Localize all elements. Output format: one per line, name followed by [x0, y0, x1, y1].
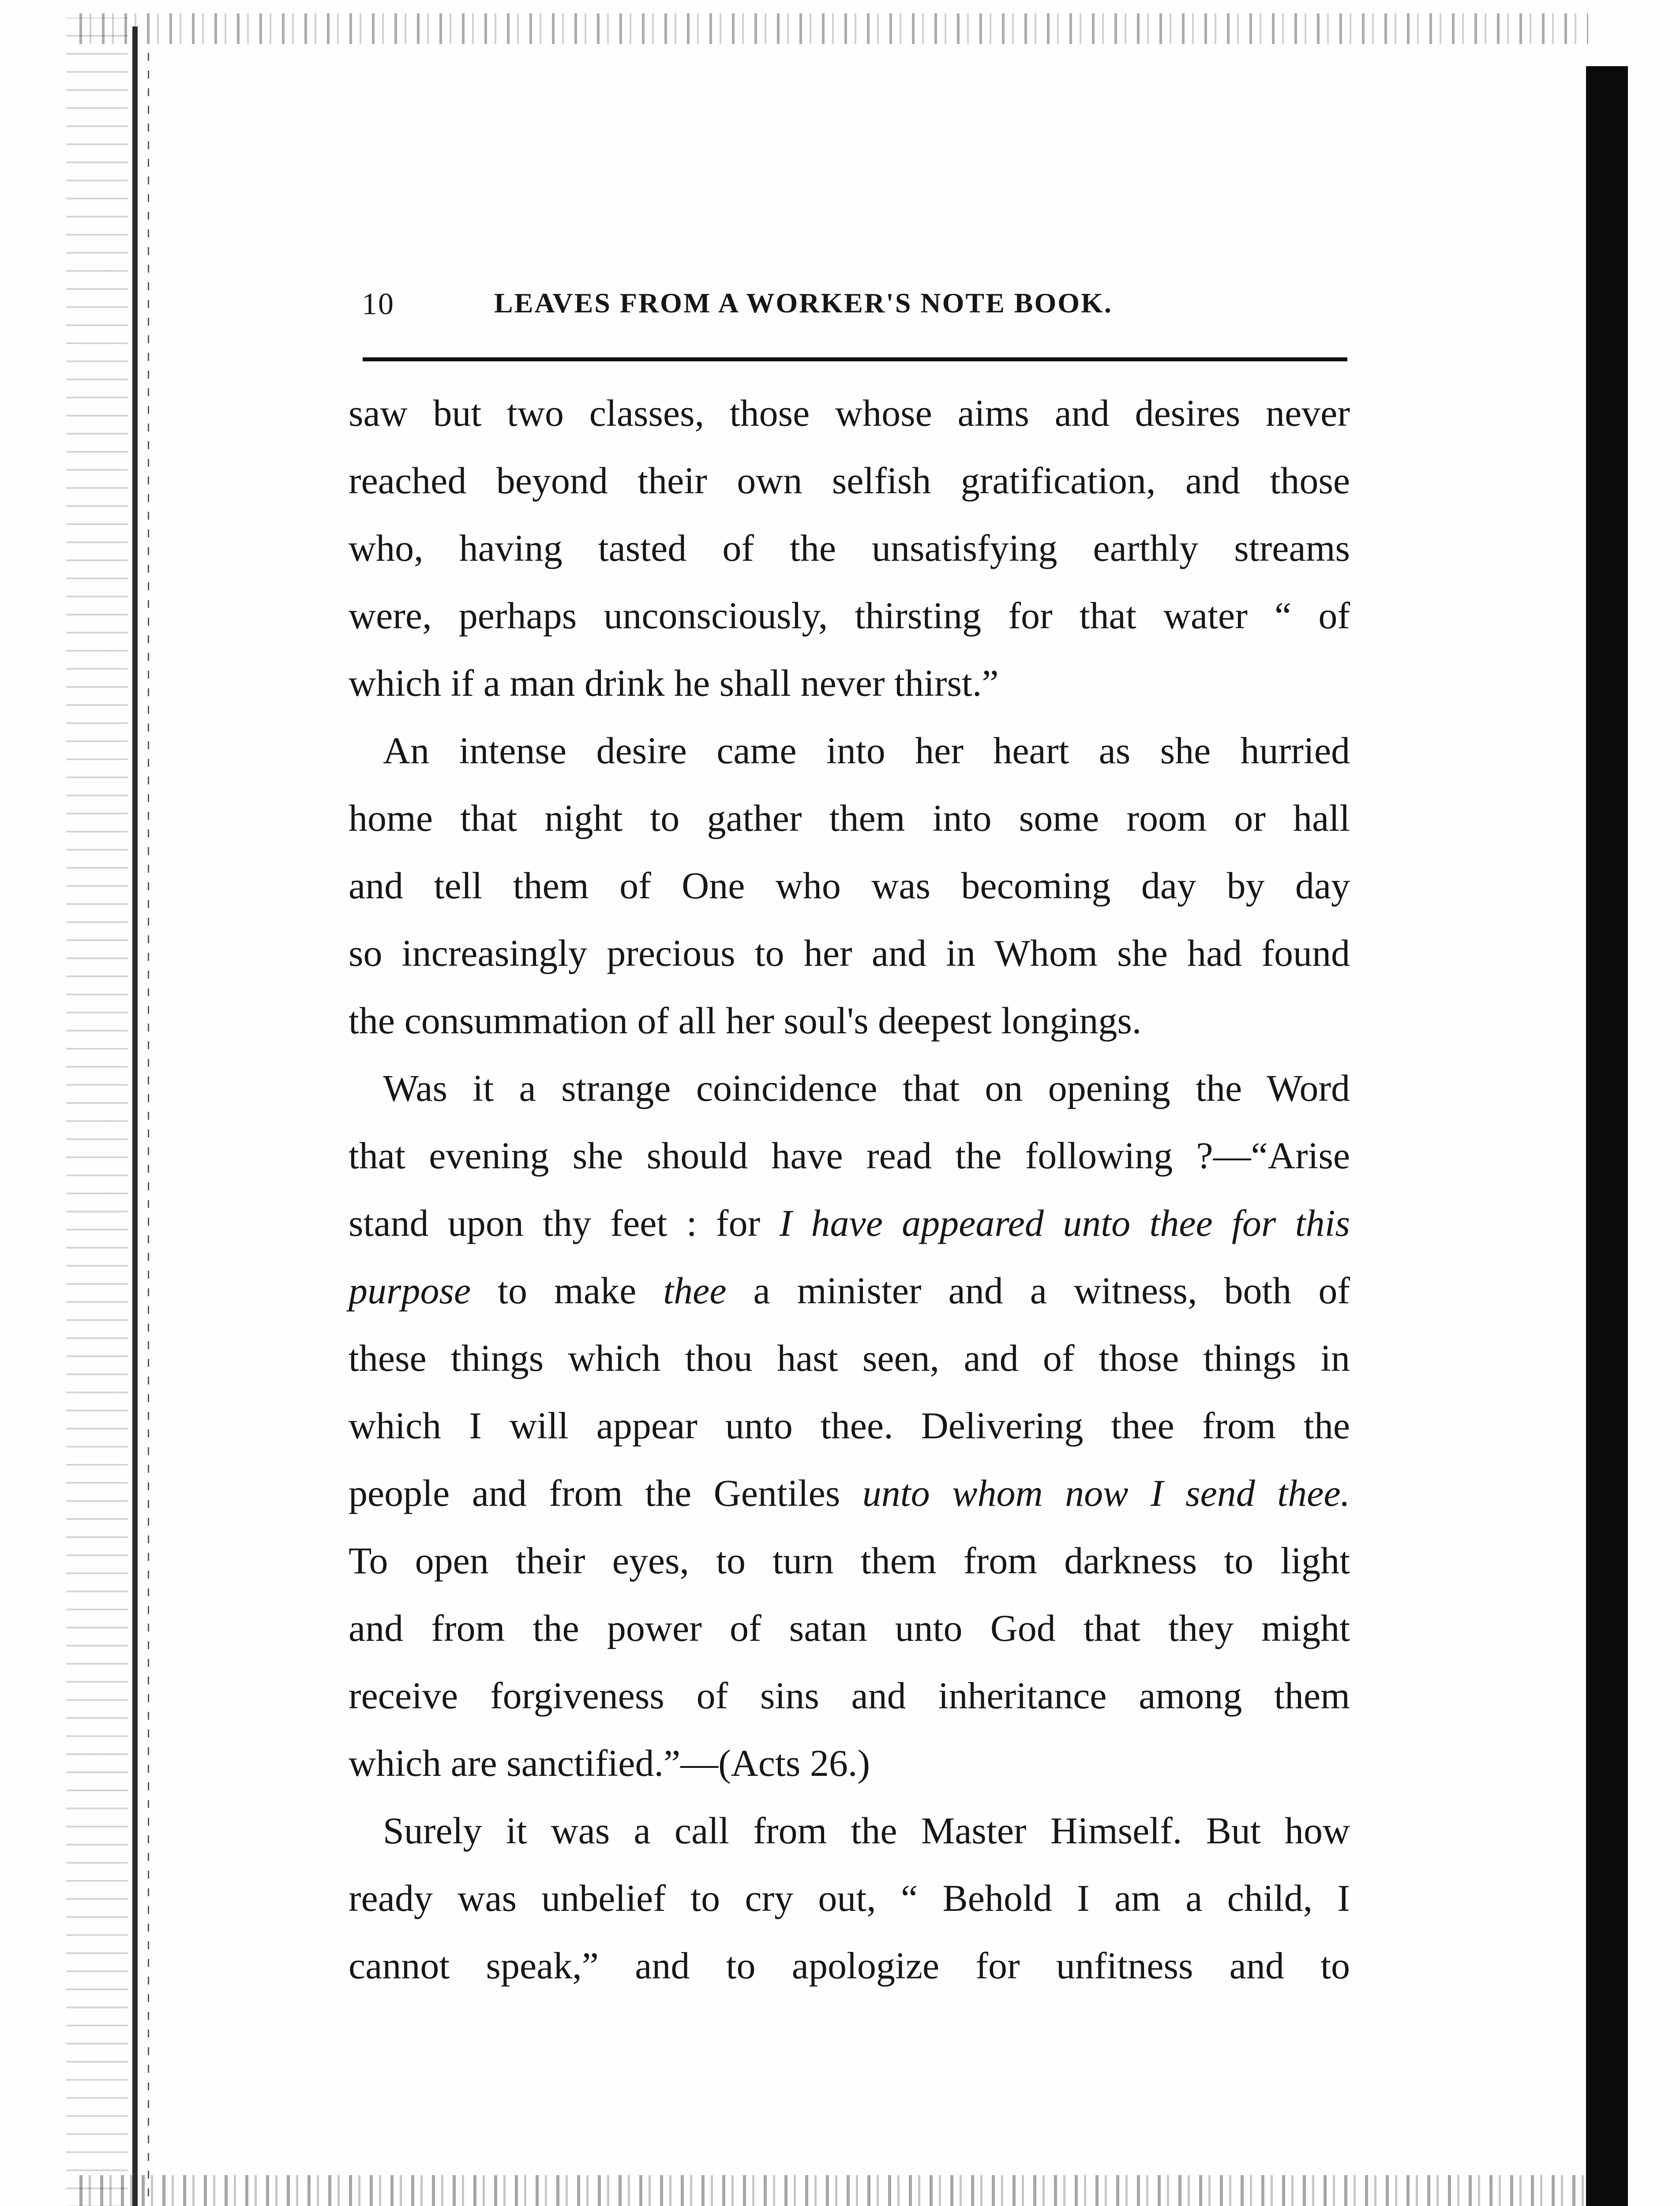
- text-line: home that night to gather them into some room or hall: [349, 797, 1350, 839]
- running-head-title: LEAVES FROM A WORKER'S NOTE BOOK.: [494, 287, 1113, 319]
- text-line: stand upon thy feet : for I have appeared unto thee for this: [349, 1202, 1350, 1244]
- text-line: purpose to make thee a minister and a witness, both of: [349, 1269, 1350, 1312]
- text-line: which if a man drink he shall never thirst.”: [349, 662, 999, 704]
- text-line: who, having tasted of the unsatisfying earthly streams: [349, 527, 1350, 569]
- italic-run: purpose: [349, 1269, 471, 1312]
- body-text: [349, 379, 1350, 2000]
- page-number: 10: [362, 287, 394, 321]
- text-line: so increasingly precious to her and in Whom she had found: [349, 932, 1350, 974]
- italic-run: thee: [663, 1269, 727, 1312]
- text-line: reached beyond their own selfish gratification, and those: [349, 459, 1350, 502]
- italic-run: unto whom now I send thee.: [862, 1472, 1350, 1514]
- text-line: and tell them of One who was becoming day by day: [349, 864, 1350, 907]
- text-line: ready was unbelief to cry out, “ Behold I am a child, I: [349, 1877, 1350, 1919]
- text-line: were, perhaps unconsciously, thirsting for that water “ of: [349, 594, 1350, 637]
- scan-edge-noise-top: [79, 13, 1588, 44]
- italic-run: I have appeared unto thee for this: [779, 1202, 1350, 1244]
- scan-edge-shadow-right: [1586, 66, 1628, 2206]
- scan-edge-noise-left: [66, 18, 128, 2206]
- text-line: people and from the Gentiles unto whom now I send thee.: [349, 1472, 1350, 1514]
- text-line: receive forgiveness of sins and inheritance among them: [349, 1674, 1350, 1717]
- text-line: Surely it was a call from the Master Himself. But how: [383, 1809, 1350, 1852]
- text-line: and from the power of satan unto God that they might: [349, 1607, 1350, 1649]
- text-line: that evening she should have read the following ?—“Arise: [349, 1134, 1350, 1177]
- text-line: which I will appear unto thee. Delivering thee from the: [349, 1404, 1350, 1447]
- text-line: these things which thou hast seen, and of those things in: [349, 1337, 1350, 1379]
- text-line: cannot speak,” and to apologize for unfitness and to: [349, 1944, 1350, 1987]
- header-rule: [363, 357, 1347, 361]
- text-line: To open their eyes, to turn them from darkness to light: [349, 1539, 1350, 1582]
- text-line: the consummation of all her soul's deepest longings.: [349, 999, 1142, 1042]
- scan-binding-line: [132, 26, 138, 2206]
- text-line: saw but two classes, those whose aims and desires never: [349, 392, 1350, 434]
- text-line: Was it a strange coincidence that on opening the Word: [383, 1067, 1350, 1109]
- text-line: An intense desire came into her heart as she hurried: [383, 729, 1350, 772]
- scan-binding-dashes: [148, 53, 149, 2206]
- scan-edge-noise-bottom: [79, 2175, 1588, 2206]
- running-head: [362, 278, 1354, 326]
- text-line: which are sanctified.”—(Acts 26.): [349, 1742, 870, 1784]
